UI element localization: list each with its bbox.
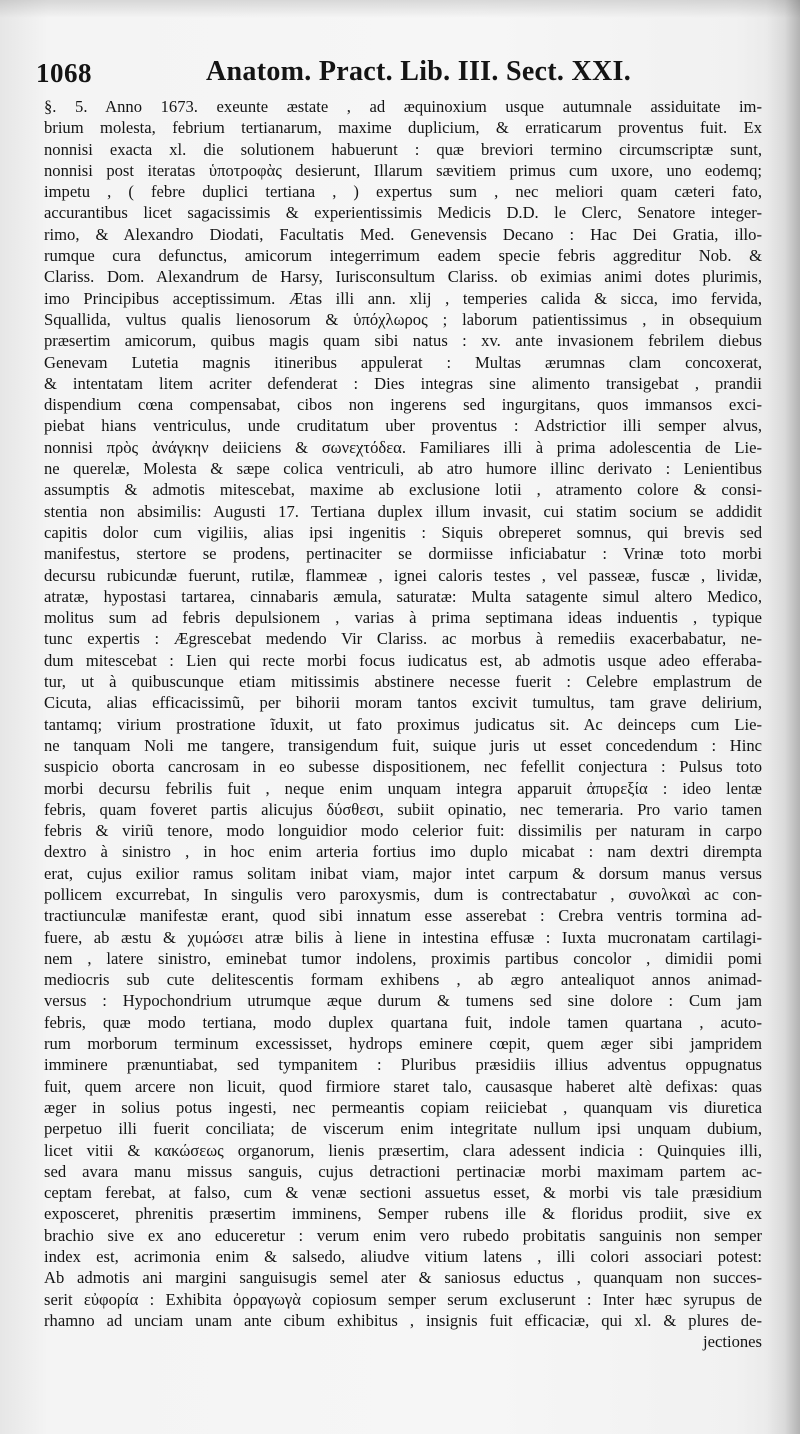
text-line: Squallida, vultus qualis lienosorum & ὑπόχλωρος ; laborum patientissimus , in obsequium	[44, 309, 762, 329]
text-line: accurantibus licet sagacissimis & experientissimis Medicis D.D. le Clerc, Senatore integer-	[44, 203, 762, 223]
text-line: febris, quam foveret partis alicujus δύσθεσι, subiit opinatio, nec temeraria. Pro vario tamen	[44, 799, 762, 819]
text-line: nonnisi post iteratas ὑποτροφὰς desierunt, Illarum sævitiem primus cum uxore, uno eodemq;	[44, 160, 762, 180]
page-header	[36, 52, 756, 92]
text-line: rhamno ad unciam unam ante cibum exhibitus , insignis fuit efficaciæ, qui xl. & plures de-	[44, 1310, 762, 1330]
body-text	[44, 96, 762, 1353]
text-line: nonnisi πρὸς ἀνάγκην deiiciens & σωνεχτόδεα. Familiares illi à prima adolescentia de Lie-	[44, 437, 762, 457]
text-line: fuere, ab æstu & χυμώσει atræ bilis à liene in intestina effusæ : Iuxta mucronatam cartilagi-	[44, 927, 762, 947]
text-line: assumptis & admotis mitescebat, maxime ab exclusione lotii , atramento colore & consi-	[44, 480, 762, 500]
text-line: erat, cujus exilior ramus solitam inibat viam, major intet carpum & dorsum manus versus	[44, 863, 762, 883]
page-shadow-top	[0, 0, 800, 18]
text-line: Genevam Lutetia magnis itineribus appulerat : Multas ærumnas clam concoxerat,	[44, 352, 762, 372]
text-line: æger in solius potus ingesti, nec permeantis copiam reiiciebat , quanquam vis diuretica	[44, 1097, 762, 1117]
text-line: perpetuo illi fuerit conciliata; de viscerum enim integritate nullum ipsi unquam dubium,	[44, 1119, 762, 1139]
text-line: pollicem excurrebat, In singulis vero paroxysmis, dum is contrectabatur , συνολκαὶ ac con-	[44, 884, 762, 904]
text-line: imminere prænuntiabat, sed tympanitem : Pluribus præsidiis illius adventus oppugnatus	[44, 1055, 762, 1075]
page-number: 1068	[36, 58, 92, 88]
text-line: atratæ, hypostasi tartarea, cinnabaris æmula, saturatæ: Multa satagente simul altero Medico,	[44, 586, 762, 606]
text-line: nem , latere sinistro, eminebat tumor indolens, proximis partibus concolor , dimidii pomi	[44, 948, 762, 968]
text-line: brachio sive ex ano educeretur : verum enim vero rubedo probitatis sanguinis non semper	[44, 1225, 762, 1245]
text-line: febris & viriũ tenore, modo longuidior modo celerior fuit: dissimilis per naturam in carpo	[44, 821, 762, 841]
text-line: nonnisi exacta xl. die solutionem habuerunt : quæ breviori termino circumscriptæ sunt,	[44, 139, 762, 159]
text-line: index est, acrimonia enim & salsedo, aliudve vitium latens , illi colori associari potest:	[44, 1247, 762, 1267]
text-line: dispendium cœna compensabat, cibos non ingerens sed ingurgitans, quos immansos exci-	[44, 395, 762, 415]
text-line: Cicuta, alias efficacissimũ, per bihorii moram tantos excivit tumultus, tam grave delirium,	[44, 693, 762, 713]
text-line: §. 5. Anno 1673. exeunte æstate , ad æquinoxium usque autumnale assiduitate im-	[44, 97, 762, 116]
text-line: ne tanquam Noli me tangere, transigendum fuit, suique juris ut esset concedendum : Hinc	[44, 735, 762, 755]
text-line: Clariss. Dom. Alexandrum de Harsy, Iurisconsultum Clariss. ob eximias animi dotes plurimis,	[44, 267, 762, 287]
text-line: ne querelæ, Molesta & sæpe colica ventriculi, ab atro humore illinc derivato : Lenientibus	[44, 459, 762, 479]
text-line: febris, quæ modo tertiana, modo duplex quartana fuit, indole tamen quartana , acuto-	[44, 1012, 762, 1032]
text-line: capitis dolor cum vigiliis, alias ipsi ingenitis : Siquis obreperet somnus, qui brevis sed	[44, 522, 762, 542]
text-line: rimo, & Alexandro Diodati, Facultatis Med. Genevensis Decano : Hac Dei Gratia, illo-	[44, 224, 762, 244]
page-shadow-gutter	[766, 0, 800, 1434]
text-line: suspicio oborta cancrosam in eo subesse dispositionem, nec fefellit conjectura : Pulsus toto	[44, 757, 762, 777]
text-line: exposceret, phrenitis præsertim imminens, Semper rubens ille & floridus prodiit, sive ex	[44, 1204, 762, 1224]
text-line: imo Principibus acceptissimum. Ætas illi ann. xlij , temperies calida & sicca, imo fervida,	[44, 288, 762, 308]
running-title: Anatom. Pract. Lib. III. Sect. XXI.	[206, 56, 632, 87]
text-line: tantamq; virium prostratione ĩduxit, ut fato proximus judicatus sit. Ac deinceps cum Lie-	[44, 714, 762, 734]
text-line: & intentatam litem acriter defenderat : Dies integras sine alimento transigebat , prandii	[44, 373, 762, 393]
text-line: rumque cura defunctus, amicorum integerrimum eadem specie febris aggreditur Nob. &	[44, 246, 762, 266]
text-line: stentia non absimilis: Augusti 17. Tertiana duplex illum invasit, cui statim socium se addidit	[44, 501, 762, 521]
text-line: jectiones	[703, 1332, 762, 1352]
text-line: molitus sum ad febris depulsionem , varias à prima septimana ideas induentis , typique	[44, 608, 762, 628]
text-line: morbi decursu febrilis fuit , neque enim unquam integra apparuit ἀπυρεξία : ideo lentæ	[44, 778, 762, 798]
text-line: brium molesta, febrium tertianarum, maxime duplicium, & erraticarum proventus fuit. Ex	[44, 118, 762, 138]
text-line: præsertim amicorum, quibus magis quam sibi natus : xv. ante invasionem febrilem diebus	[44, 331, 762, 351]
text-line: Ab admotis ani margini sanguisugis semel ater & saniosus eductus , quanquam non succes-	[44, 1268, 762, 1288]
text-line: mediocris sub cute delitescentis formam exhibens , ab ægro antealiquot annos animad-	[44, 970, 762, 990]
text-line: dum mitescebat : Lien qui recte morbi focus iudicatus est, ab admotis usque adeo efferaba-	[44, 650, 762, 670]
text-line: ceptam ferebat, at falso, cum & venæ sectioni assuetus esset, & morbi vis tale præsidium	[44, 1183, 762, 1203]
text-line: piebat hians ventriculus, unde cruditatum uber proventus : Adstrictior illi semper alvus,	[44, 416, 762, 436]
text-line: serit εὐφορία : Exhibita ὀρραγωγὰ copiosum semper serum excluserunt : Inter hæc syrupus de	[44, 1289, 762, 1309]
text-line: tur, ut à quibuscunque etiam mitissimis abstinere necesse fuerit : Celebre emplastrum de	[44, 672, 762, 692]
text-line: dextro à sinistro , in hoc enim arteria fortius imo duplo micabat : nam dextri dirempta	[44, 842, 762, 862]
text-line: sed avara manu missus sanguis, cujus detractioni pertinaciæ morbi maximam partem ac-	[44, 1161, 762, 1181]
text-line: tunc expertis : Ægrescebat medendo Vir Clariss. ac morbus à remediis exacerbabatur, ne-	[44, 629, 762, 649]
text-line: fuit, quem arcere non licuit, quod firmiore staret talo, causasque haberet altè defixas: quas	[44, 1076, 762, 1096]
text-line: decursu rubicundæ fuerunt, rutilæ, flammeæ , ignei caloris testes , vel passeæ, fuscæ , lividæ,	[44, 565, 762, 585]
text-line: impetu , ( febre duplici tertiana , ) expertus sum , nec meliori quam cæteri fato,	[44, 182, 762, 202]
text-line: manifestus, stertore se prodens, pertinaciter se dormiisse inficiabatur : Vrinæ toto morbi	[44, 544, 762, 564]
text-line: rum morborum terminum excessisset, hydrops eminere cœpit, quem æger sibi jampridem	[44, 1034, 762, 1054]
text-line: tractiunculæ manifestæ erant, quod sibi innatum esse asserebat : Crebra ventris tormina ad-	[44, 906, 762, 926]
text-line: versus : Hypochondrium utrumque æque durum & tumens sed sine dolore : Cum jam	[44, 991, 762, 1011]
text-line: licet vitii & κακώσεως organorum, lienis præsertim, clara adessent indicia : Quinquies illi,	[44, 1140, 762, 1160]
